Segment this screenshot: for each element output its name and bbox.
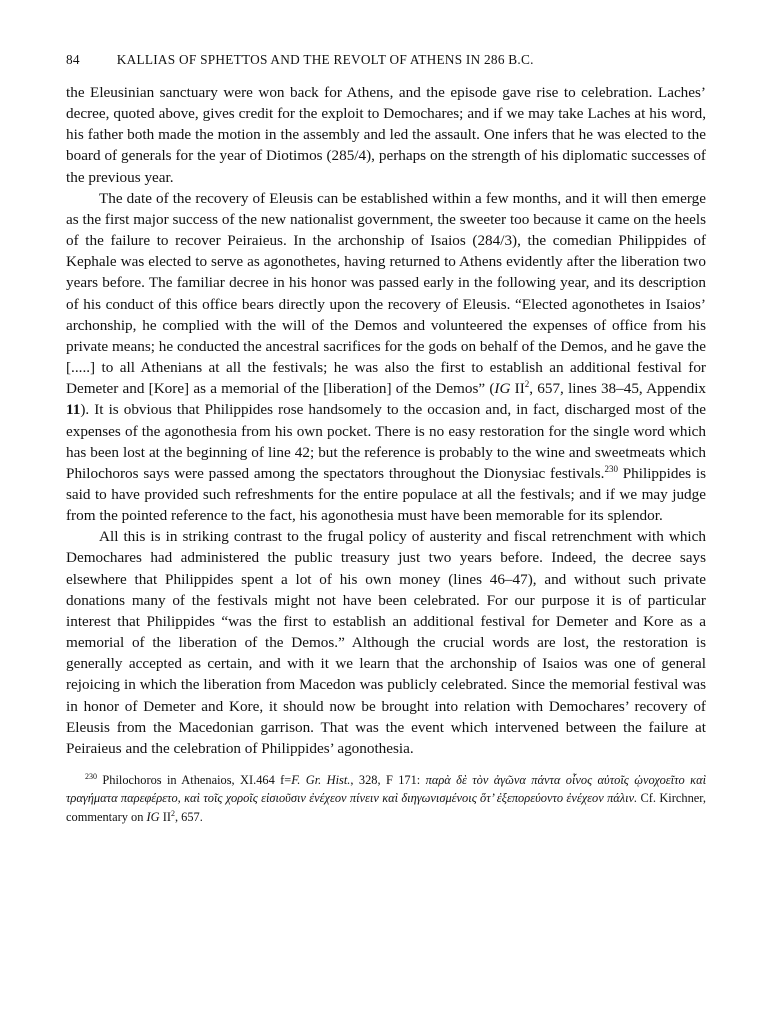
- paragraph: [66, 82, 706, 188]
- text-run: All this is in striking contrast to the frugal policy of austerity and fiscal retrenchment with which Demochares had administered the public treasury just two years before. Indeed, the decree says elsewhere that Philippides spent a lot of his own money (lines 46–47), and without such private donations many of the festivals might not have been celebrated. For our purpose it is of particular interest that Philippides “was the first to establish an additional festival for Demeter and Kore as a memorial of the liberation of the Demos.” Although the crucial words are lost, the restoration is generally accepted as certain, and with it we learn that the archonship of Isaios was one of general rejoicing in which the liberation from Macedon was publicly celebrated. Since the memorial festival was in honor of Demeter and Kore, it should now be brought into relation with Demochares’ recovery of Eleusis from the Macedonian garrison. That was the event which intervened between the failure at Peiraieus and the celebration of Philippides’ agonothesia.: [66, 528, 706, 757]
- book-page: [66, 52, 706, 826]
- text-run: the Eleusinian sanctuary were won back for Athens, and the episode gave rise to celebration. Laches’ decree, quoted above, gives credit for the exploit to Demochares; and if we may take Laches at his word, his father both made the motion in the assembly and led the assault. One infers that he was elected to the board of generals for the year of Diotimos (285/4), perhaps on the strength of his diplomatic successes of the previous year.: [66, 84, 706, 186]
- text-run: ). It is obvious that Philippides rose handsomely to the occasion and, in fact, discharged most of the expenses of the agonothesia from his own pocket. There is no easy restoration for the single word which has been lost at the beginning of line 42; but the reference is probably to the wine and sweetmeats which Philochoros says were passed among the spectators throughout the Dionysiac festivals.: [66, 401, 706, 482]
- text-run: Philochoros in Athenaios, XI.464 f=: [97, 773, 292, 787]
- superscript: 2: [524, 379, 530, 390]
- italic-text: IG: [146, 809, 160, 824]
- text-run: , 657, lines 38–45, Appendix: [529, 380, 707, 398]
- italic-text: παρὰ δὲ τὸν ἀγῶνα πάντα οἶνος αὐτοῖς ᾠνοχοεῖτο καὶ τραγήματα παρεφέρετο, καὶ τοῖς χοροῖς εἰσιοῦσιν ἐνέχεον πίνειν καὶ διηγωνισμένοις ὅτ’ ἐξεπορεύοντο ἐνέχεον πάλιν.: [66, 773, 707, 806]
- text-run: Philippides is said to have provided such refreshments for the entire populace at all the festivals; and if we may judge from the pointed reference to the fact, his agonothesia must have been memorable for its splendor.: [66, 464, 706, 525]
- text-run: The date of the recovery of Eleusis can be established within a few months, and it will then emerge as the first major success of the new nationalist government, the sweeter too because it came on the heels of the failure to recover Peiraieus. In the archonship of Isaios (284/3), the comedian Philippides of Kephale was elected to serve as agonothetes, having returned to Athens evidently after the liberation two years before. The familiar decree in his honor was passed early in the following year, and its description of his conduct of this office bears directly upon the recovery of Eleusis. “Elected agonothetes in Isaios’ archonship, he complied with the will of the Demos and volunteered the expenses of office from his private means; he conducted the ancestral sacrifices for the gods on behalf of the Demos, and he gave the [.....] to all Athenians at all the festivals; he was also the first to establish an additional festival for Demeter and [Kore] as a memorial of the [liberation] of the Demos” (: [66, 189, 706, 398]
- running-title: KALLIAS OF SPHETTOS AND THE REVOLT OF ATHENS IN 286 B.C.: [116, 52, 534, 67]
- running-header: [66, 52, 706, 82]
- page-number: 84: [66, 52, 80, 67]
- bold-text: 11: [66, 401, 81, 419]
- superscript: 230: [604, 463, 618, 474]
- text-run: II: [159, 809, 171, 824]
- text-run: Cf. Kirchner, commentary on: [66, 791, 706, 824]
- text-run: , 328, F 171:: [350, 773, 426, 787]
- paragraph: [66, 526, 706, 759]
- italic-text: IG: [494, 380, 511, 398]
- paragraph: [66, 188, 706, 527]
- body-text: [66, 82, 706, 759]
- footnote-230: [66, 771, 706, 826]
- text-run: , 657.: [174, 809, 203, 824]
- superscript: 2: [170, 808, 175, 818]
- text-run: II: [510, 380, 525, 398]
- superscript: 230: [85, 772, 97, 781]
- italic-text: F. Gr. Hist.: [291, 773, 351, 787]
